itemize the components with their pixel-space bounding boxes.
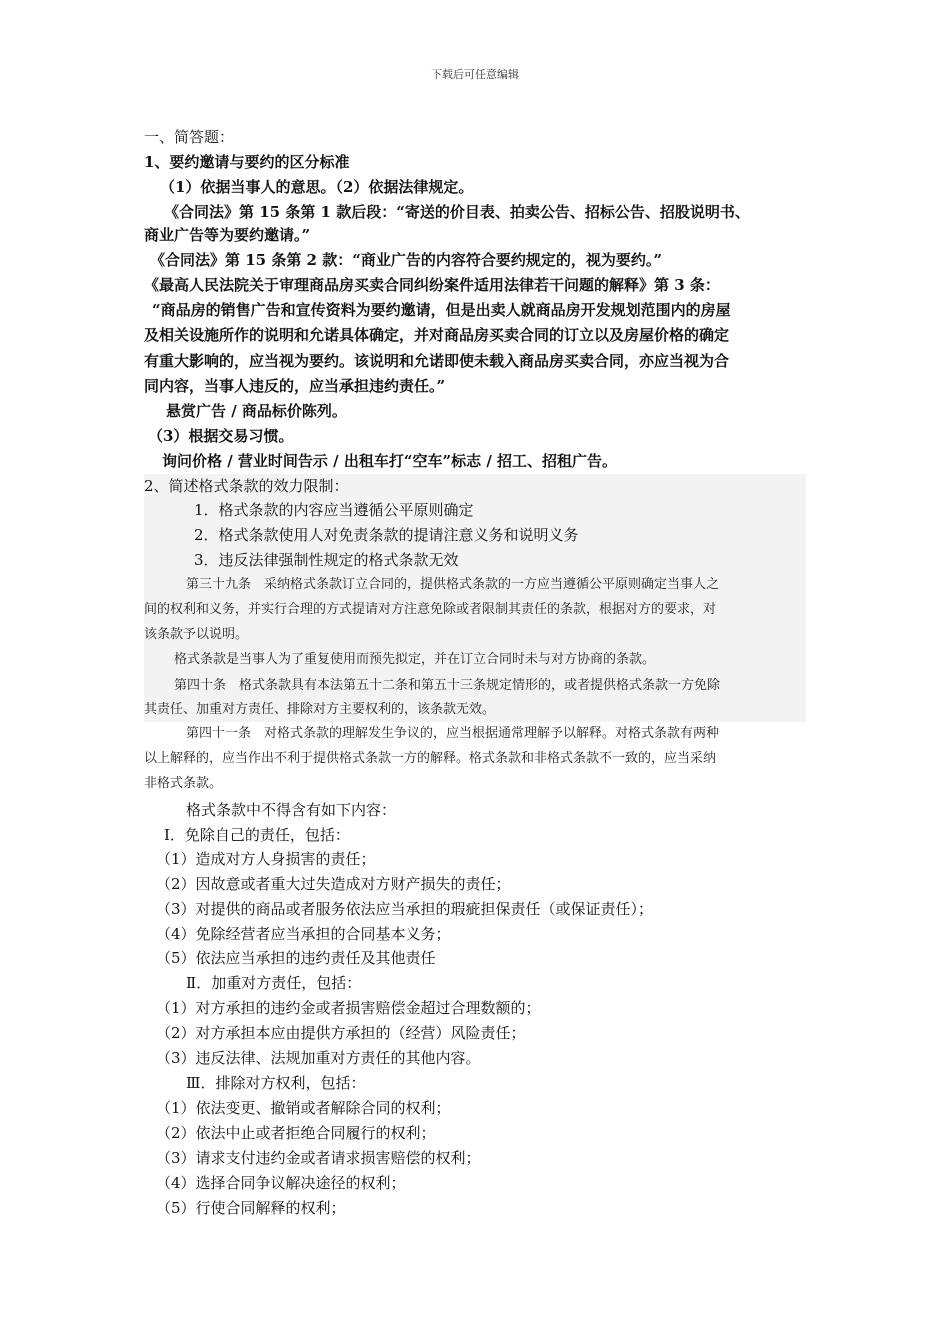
- list-item: （4）选择合同争议解决途径的权利；: [156, 1174, 406, 1192]
- list-item: （2）依法中止或者拒绝合同履行的权利；: [156, 1124, 436, 1142]
- text-line: 《合同法》第 15 条第 1 款后段：“寄送的价目表、拍卖公告、招标公告、招股说明书、: [164, 203, 750, 221]
- text-line: 有重大影响的，应当视为要约。该说明和允诺即使未载入商品房买卖合同，亦应当视为合: [144, 352, 730, 370]
- text-line: 3．违反法律强制性规定的格式条款无效: [194, 551, 459, 569]
- text-line: 2．格式条款使用人对免责条款的提请注意义务和说明义务: [194, 526, 579, 544]
- text-line: 及相关设施所作的说明和允诺具体确定，并对商品房买卖合同的订立以及房屋价格的确定: [144, 326, 730, 344]
- list-item: （5）依法应当承担的违约责任及其他责任: [156, 949, 436, 967]
- text-line: 格式条款中不得含有如下内容：: [186, 801, 397, 819]
- text-line: 询问价格 / 营业时间告示 / 出租车打“空车”标志 / 招工、招租广告。: [162, 452, 618, 470]
- text-line: 非格式条款。: [144, 776, 223, 791]
- list-item: （1）依法变更、撤销或者解除合同的权利；: [156, 1099, 451, 1117]
- list-item: （3）违反法律、法规加重对方责任的其他内容。: [156, 1049, 481, 1067]
- list-item: （3）请求支付违约金或者请求损害赔偿的权利；: [156, 1149, 481, 1167]
- section-heading: 一、简答题：: [144, 128, 235, 146]
- text-line: 间的权利和义务，并实行合理的方式提请对方注意免除或者限制其责任的条款，根据对方的要求，对: [144, 602, 717, 617]
- text-line: Ⅲ．排除对方权利，包括：: [186, 1074, 366, 1092]
- text-line: 商业广告等为要约邀请。”: [144, 226, 311, 244]
- text-line: 悬赏广告 / 商品标价陈列。: [166, 402, 347, 420]
- text-line: 格式条款是当事人为了重复使用而预先拟定，并在订立合同时未与对方协商的条款。: [174, 652, 656, 667]
- text-line: 第四十一条 对格式条款的理解发生争议的，应当根据通常理解予以解释。对格式条款有两种: [186, 726, 720, 741]
- text-line: （1）依据当事人的意思。（2）依据法律规定。: [160, 178, 474, 196]
- list-item: （5）行使合同解释的权利；: [156, 1199, 346, 1217]
- text-line: 以上解释的，应当作出不利于提供格式条款一方的解释。格式条款和非格式条款不一致的，应当采纳: [144, 751, 717, 766]
- text-line: 第四十条 格式条款具有本法第五十二条和第五十三条规定情形的，或者提供格式条款一方免除: [174, 678, 721, 693]
- list-item: （1）对方承担的违约金或者损害赔偿金超过合理数额的；: [156, 999, 541, 1017]
- text-line: 其责任、加重对方责任、排除对方主要权利的，该条款无效。: [144, 702, 496, 717]
- text-line: 《最高人民法院关于审理商品房买卖合同纠纷案件适用法律若干问题的解释》第 3 条：: [144, 276, 720, 294]
- list-item: （1）造成对方人身损害的责任；: [156, 850, 376, 868]
- list-item: （2）因故意或者重大过失造成对方财产损失的责任；: [156, 875, 511, 893]
- text-line: 该条款予以说明。: [144, 627, 249, 642]
- text-line: 《合同法》第 15 条第 2 款：“商业广告的内容符合要约规定的，视为要约。”: [150, 251, 662, 269]
- text-line: 同内容，当事人违反的，应当承担违约责任。”: [144, 377, 446, 395]
- text-line: “商品房的销售广告和宣传资料为要约邀请，但是出卖人就商品房开发规划范围内的房屋: [152, 301, 731, 319]
- page-header: 下载后可任意编辑: [431, 68, 519, 81]
- text-line: （3）根据交易习惯。: [148, 427, 294, 445]
- list-item: （4）免除经营者应当承担的合同基本义务；: [156, 925, 451, 943]
- list-item: （2）对方承担本应由提供方承担的（经营）风险责任；: [156, 1024, 526, 1042]
- text-line: 1．格式条款的内容应当遵循公平原则确定: [194, 501, 474, 519]
- question-title: 2、简述格式条款的效力限制：: [144, 477, 349, 495]
- text-line: Ⅰ．免除自己的责任，包括：: [164, 826, 350, 844]
- list-item: （3）对提供的商品或者服务依法应当承担的瑕疵担保责任（或保证责任）；: [156, 900, 654, 918]
- text-line: Ⅱ．加重对方责任，包括：: [186, 974, 362, 992]
- text-line: 第三十九条 采纳格式条款订立合同的，提供格式条款的一方应当遵循公平原则确定当事人之: [186, 577, 720, 592]
- question-title: 1、要约邀请与要约的区分标准: [144, 153, 350, 171]
